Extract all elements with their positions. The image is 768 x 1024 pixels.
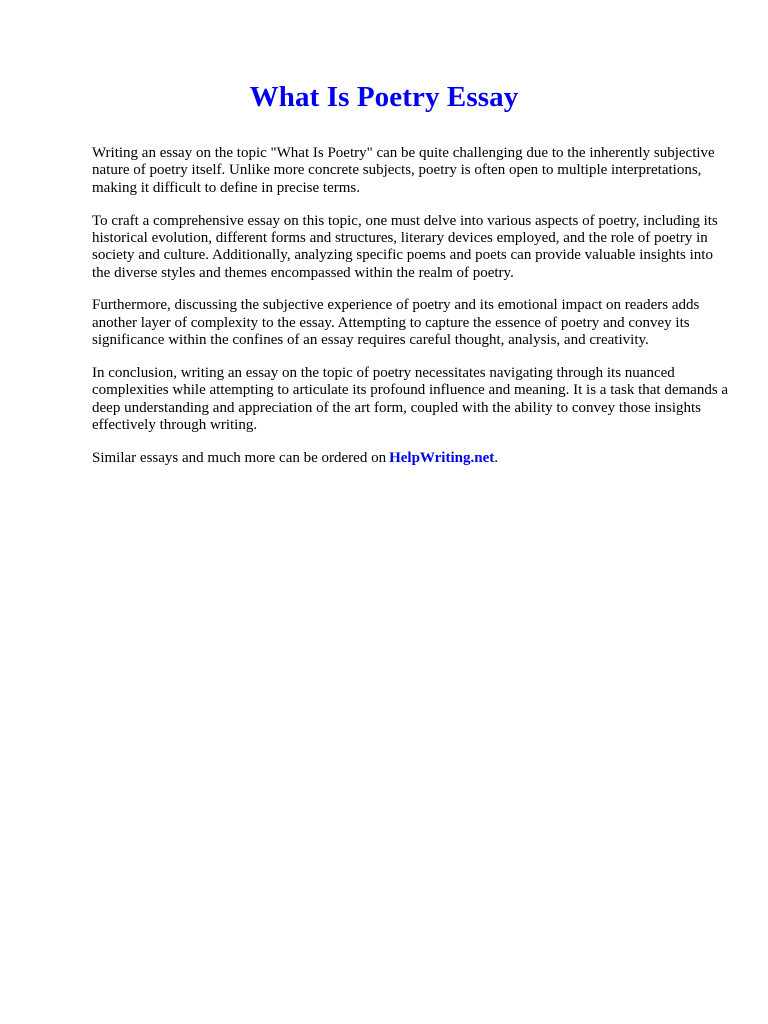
page-title: What Is Poetry Essay bbox=[249, 81, 519, 113]
closing-text: Similar essays and much more can be ordered on bbox=[92, 449, 387, 466]
paragraph-4: In conclusion, writing an essay on the topic of poetry necessitates navigating through its nuanced complexities while attempting to articulate its profound influence and meaning. It is a task that demands a deep understanding and appreciation of the art form, coupled with the ability to convey those insights effectively through writing. bbox=[92, 364, 729, 434]
closing-line bbox=[92, 450, 732, 467]
paragraph-3: Furthermore, discussing the subjective experience of poetry and its emotional impact on readers adds another layer of complexity to the essay. Attempting to capture the essence of poetry and convey its significance within the confines of an essay requires careful thought, analysis, and creativity. bbox=[92, 297, 700, 349]
closing-period: . bbox=[494, 449, 498, 466]
paragraph-2: To craft a comprehensive essay on this topic, one must delve into various aspects of poetry, including its historical evolution, different forms and structures, literary devices employed, and the role of poetry in society and culture. Additionally, analyzing specific poems and poets can provide valuable insights into the diverse styles and themes encompassed within the realm of poetry. bbox=[92, 212, 718, 281]
paragraph-1: Writing an essay on the topic "What Is Poetry" can be quite challenging due to the inherently subjective nature of poetry itself. Unlike more concrete subjects, poetry is often open to multiple interpretations, making it difficult to define in precise terms. bbox=[92, 145, 715, 196]
essay-body bbox=[92, 145, 732, 483]
helpwriting-link[interactable]: HelpWriting.net bbox=[389, 449, 495, 466]
